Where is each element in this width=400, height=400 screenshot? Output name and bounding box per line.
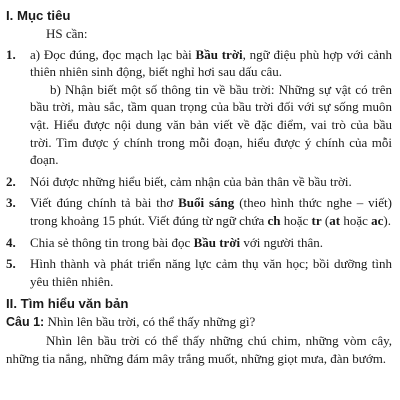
text-run: (: [321, 212, 330, 228]
bold-text: tr: [311, 212, 322, 228]
objective-1a: [30, 46, 392, 81]
bold-text: ch: [267, 212, 281, 228]
answer-1: Nhìn lên bầu trời có thể thấy những chú chim, những vòm cây, những tia nắng, những đám mây trắng muốt, những giọt mưa, đàn bướm.: [6, 332, 392, 366]
question-1: [6, 313, 392, 332]
objective-1b: b) Nhận biết một số thông tin về bầu trời: Những sự vật có trên bầu trời, màu sắc, tầm quan trọng của bầu trời đối với sự sống muôn vật. Hiểu được nội dung văn bản viết về đặc điểm, vai trò của bầu trời. Tìm được ý chính trong mỗi đoạn, hiểu được ý chính của mỗi đoạn.: [30, 81, 392, 168]
text-run: hoặc: [340, 212, 372, 228]
text-run: Viết đúng chính tả bài thơ: [30, 195, 179, 211]
text-run: với người thân.: [240, 234, 324, 250]
objective-item-4: [6, 234, 392, 252]
text-run: hoặc: [280, 212, 312, 228]
bold-text: ac: [371, 212, 384, 228]
bold-title: Bầu trời: [193, 234, 241, 250]
text-run: , ngữ điệu phù hợp với cảnh thiên nhiên sinh động, biết nghỉ hơi sau dấu câu.: [30, 46, 392, 80]
intro-text: HS cần:: [46, 26, 88, 41]
item-number: 4.: [6, 234, 16, 250]
section-title-text-study: II. Tìm hiểu văn bản: [6, 296, 129, 312]
text-run: Chia sẻ thông tin trong bài đọc: [30, 234, 194, 250]
objective-item-1: [6, 46, 392, 169]
objective-item-3: [6, 194, 392, 229]
item-number: 3.: [6, 195, 16, 211]
bold-title: Bầu trời: [195, 46, 243, 62]
question-text: Nhìn lên bầu trời, có thể thấy những gì?: [44, 314, 256, 330]
item-number: 2.: [6, 173, 16, 189]
item-number: 5.: [6, 256, 16, 272]
objective-item-2: [6, 173, 392, 191]
bold-title: Buổi sáng: [178, 195, 235, 211]
text-run: a) Đọc đúng, đọc mạch lạc bài: [30, 46, 196, 62]
text-run: (theo hình thức nghe – viết) trong khoảng 15 phút. Viết đúng từ ngữ chứa: [30, 195, 392, 228]
question-label: Câu 1:: [6, 315, 45, 330]
objective-item-5: [6, 255, 392, 290]
objective-2-text: Nói được những hiểu biết, cảm nhận của bản thân về bầu trời.: [30, 173, 352, 189]
objective-4-text: [30, 234, 392, 252]
objective-3-text: [30, 194, 392, 229]
objective-5-text: Hình thành và phát triển năng lực cảm thụ văn học; bồi dưỡng tình yêu thiên nhiên.: [30, 256, 392, 289]
text-run: ).: [383, 212, 391, 228]
section-title-objectives: I. Mục tiêu: [6, 8, 71, 23]
bold-text: at: [329, 212, 341, 228]
item-number: 1.: [6, 46, 16, 62]
